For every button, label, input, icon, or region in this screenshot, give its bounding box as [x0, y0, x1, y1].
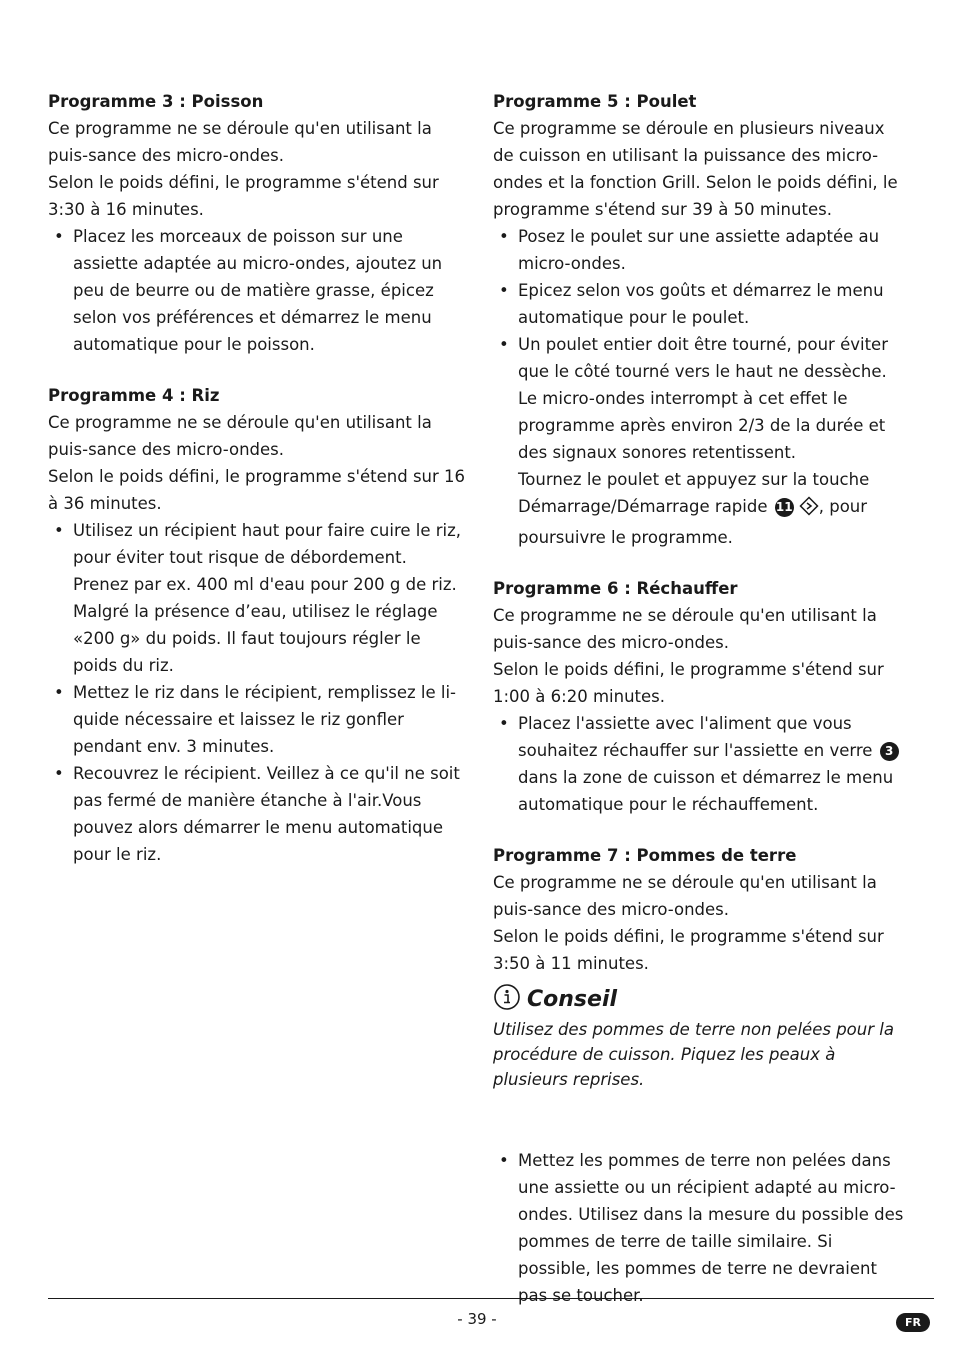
paragraph: Ce programme ne se déroule qu'en utilisant la puis-sance des micro-ondes. [493, 873, 877, 919]
start-diamond-icon [799, 496, 819, 524]
list-item: • Utilisez un récipient haut pour faire cuire le riz, pour éviter tout risque de débordement. Prenez par ex. 400 ml d'eau pour 200 g de riz. Malgré la présence d’eau, utilisez le réglage «200 g» du poids. Il faut toujours régler le poids du riz. [48, 517, 466, 679]
paragraph: Ce programme ne se déroule qu'en utilisant la puis-sance des micro-ondes. [48, 119, 432, 165]
paragraph: Ce programme ne se déroule qu'en utilisant la puis-sance des micro-ondes. [493, 606, 877, 652]
bullet-list [48, 517, 466, 868]
bullet-list [493, 1147, 909, 1309]
section-heading: Programme 3 : Poisson [48, 92, 264, 111]
right-column [493, 88, 909, 1309]
bullet-list [493, 710, 909, 818]
list-item: • Mettez le riz dans le récipient, remplissez le li-quide nécessaire et laissez le riz gonfler pendant env. 3 minutes. [48, 679, 466, 760]
paragraph: Selon le poids défini, le programme s'étend sur 3:30 à 16 minutes. [48, 173, 439, 219]
language-badge: FR [896, 1313, 930, 1332]
list-item: • Mettez les pommes de terre non pelées dans une assiette ou un récipient adapté au micro-ondes. Utilisez dans la mesure du possible des pommes de terre de taille similaire. Si possible, les pommes de terre ne devraient pas se toucher. [493, 1147, 909, 1309]
section-programme-6 [493, 575, 909, 818]
part-number-badge: 3 [880, 742, 899, 761]
paragraph: Selon le poids défini, le programme s'étend sur 3:50 à 11 minutes. [493, 927, 884, 973]
list-item: • Recouvrez le récipient. Veillez à ce qu'il ne soit pas fermé de manière étanche à l'air.Vous pouvez alors démarrer le menu automatique pour le riz. [48, 760, 466, 868]
paragraph: Selon le poids défini, le programme s'étend sur 1:00 à 6:20 minutes. [493, 660, 884, 706]
section-heading: Programme 5 : Poulet [493, 92, 697, 111]
bullet-list [493, 223, 909, 466]
section-programme-4 [48, 382, 466, 868]
list-item: • Un poulet entier doit être tourné, pour éviter que le côté tourné vers le haut ne dessèche. Le micro-ondes interrompt à cet effet le programme après environ 2/3 de la durée et des signaux sonores retentissent. [493, 331, 909, 466]
section-programme-5 [493, 88, 909, 551]
section-programme-3 [48, 88, 466, 358]
list-item-text: Placez l'assiette avec l'aliment que vous souhaitez réchauffer sur l'assiette en verre [518, 714, 873, 760]
list-item-text: dans la zone de cuisson et démarrez le menu automatique pour le réchauffement. [518, 768, 894, 814]
paragraph: Ce programme se déroule en plusieurs niveaux de cuisson en utilisant la puissance des micro-ondes et la fonction Grill. Selon le poids défini, le programme s'étend sur 39 à 50 minutes. [493, 119, 898, 219]
section-heading: Programme 6 : Réchauffer [493, 579, 738, 598]
button-number-badge: 11 [775, 498, 794, 517]
bullet-list [48, 223, 466, 358]
instruction-text: Tournez le poulet et appuyez sur la touche Démarrage/Démarrage rapide [518, 470, 870, 516]
tip-title [493, 983, 909, 1015]
paragraph: Selon le poids défini, le programme s'étend sur 16 à 36 minutes. [48, 467, 466, 513]
paragraph: Ce programme ne se déroule qu'en utilisant la puis-sance des micro-ondes. [48, 413, 432, 459]
footer-divider [48, 1298, 934, 1299]
section-programme-7 [493, 842, 909, 977]
section-heading: Programme 7 : Pommes de terre [493, 846, 797, 865]
list-item: • Posez le poulet sur une assiette adaptée au micro-ondes. [493, 223, 909, 277]
section-heading: Programme 4 : Riz [48, 386, 220, 405]
page-number: - 39 - [457, 1310, 497, 1328]
list-item [493, 710, 909, 818]
tip-box [493, 983, 909, 1092]
continuation-paragraph [493, 466, 909, 551]
instruction-text: , pour poursuivre le programme. [518, 497, 868, 547]
tip-text: Utilisez des pommes de terre non pelées pour la procédure de cuisson. Piquez les peaux à plusieurs reprises. [493, 1020, 894, 1089]
tip-label: Conseil [527, 986, 618, 1012]
list-item: • Epicez selon vos goûts et démarrez le menu automatique pour le poulet. [493, 277, 909, 331]
list-item: • Placez les morceaux de poisson sur une assiette adaptée au micro-ondes, ajoutez un peu de beurre ou de matière grasse, épicez selon vos préférences et démarrez le menu automatique pour le poisson. [48, 223, 466, 358]
info-icon [493, 983, 521, 1015]
left-column [48, 88, 466, 892]
